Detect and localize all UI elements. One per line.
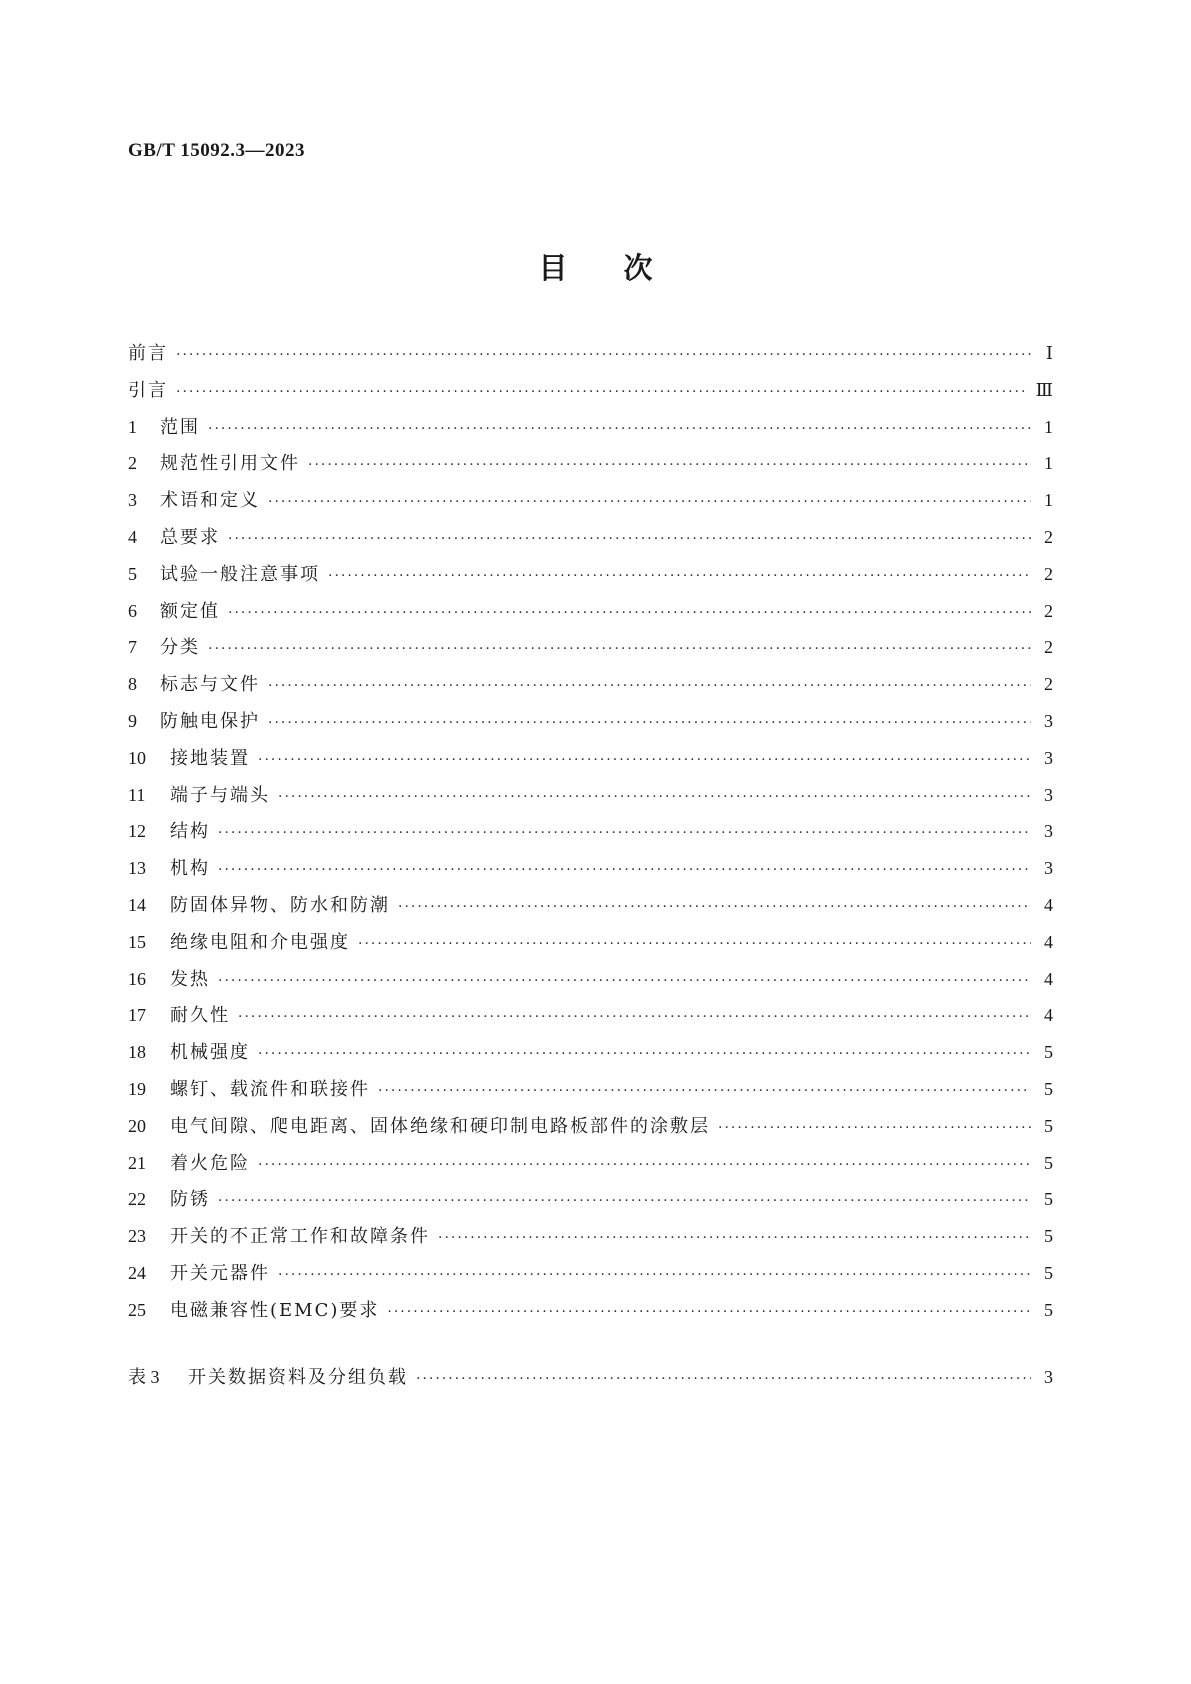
toc-entry[interactable] [128, 965, 1053, 1002]
entry-number: 3 [128, 490, 137, 511]
page-title: 目次 [538, 251, 709, 285]
entry-label: 前言 [128, 343, 168, 364]
dot-leader [218, 1193, 1031, 1209]
entry-page-number: 5 [1044, 1226, 1053, 1247]
dot-leader [218, 973, 1031, 989]
dot-leader [258, 1157, 1031, 1173]
entry-number: 18 [128, 1042, 146, 1063]
dot-leader [208, 421, 1031, 437]
dot-leader [438, 1230, 1031, 1246]
dot-leader [258, 752, 1031, 768]
entry-page-number: 5 [1044, 1152, 1053, 1173]
toc-entry[interactable] [128, 1259, 1053, 1296]
toc-entry[interactable] [128, 707, 1053, 744]
entry-number: 6 [128, 600, 137, 621]
entry-page-number: 1 [1044, 416, 1053, 437]
entry-page-number: 5 [1044, 1042, 1053, 1063]
dot-leader [416, 1371, 1031, 1387]
toc-entry[interactable] [128, 1038, 1053, 1075]
entry-label: 电气间隙、爬电距离、固体绝缘和硬印制电路板部件的涂敷层 [170, 1115, 710, 1137]
entry-number: 表 3 [128, 1366, 160, 1387]
toc-entry[interactable] [128, 1149, 1053, 1186]
entry-number: 23 [128, 1226, 146, 1247]
dot-leader [718, 1120, 1031, 1136]
entry-number: 15 [128, 931, 146, 952]
dot-leader [238, 1009, 1031, 1025]
entry-page-number: 4 [1044, 931, 1053, 952]
dot-leader [328, 568, 1031, 584]
toc-entry[interactable] [128, 449, 1053, 486]
toc-entry[interactable] [128, 1075, 1053, 1112]
entry-page-number: 1 [1044, 453, 1053, 474]
dot-leader [258, 1046, 1031, 1062]
table-list [128, 1363, 1053, 1400]
entry-number: 4 [128, 526, 137, 547]
toc-entry[interactable] [128, 633, 1053, 670]
toc-entry[interactable] [128, 1185, 1053, 1222]
entry-label: 额定值 [160, 600, 220, 622]
toc-list [128, 339, 1053, 1333]
entry-page-number: 2 [1044, 563, 1053, 584]
entry-number: 1 [128, 416, 137, 437]
entry-number: 20 [128, 1115, 146, 1136]
entry-label: 电磁兼容性(EMC)要求 [170, 1299, 380, 1321]
toc-entry[interactable] [128, 339, 1053, 376]
entry-label: 开关数据资料及分组负载 [188, 1366, 408, 1388]
toc-entry[interactable] [128, 486, 1053, 523]
entry-number: 22 [128, 1189, 146, 1210]
entry-number: 5 [128, 563, 137, 584]
entry-page-number: 5 [1044, 1299, 1053, 1320]
toc-entry[interactable] [128, 670, 1053, 707]
entry-label: 标志与文件 [160, 674, 260, 696]
entry-label: 端子与端头 [170, 784, 270, 806]
entry-page-number: 5 [1044, 1115, 1053, 1136]
entry-page-number: 3 [1044, 747, 1053, 768]
entry-number: 10 [128, 747, 146, 768]
entry-label: 防固体异物、防水和防潮 [170, 894, 390, 916]
standard-number: GB/T 15092.3—2023 [128, 140, 306, 161]
toc-entry[interactable] [128, 781, 1053, 818]
entry-number: 12 [128, 821, 146, 842]
table-entry[interactable] [128, 1363, 1053, 1400]
toc-entry[interactable] [128, 817, 1053, 854]
entry-page-number: 4 [1044, 894, 1053, 915]
dot-leader [176, 384, 1028, 400]
entry-number: 24 [128, 1262, 146, 1283]
entry-page-number: 2 [1044, 674, 1053, 695]
entry-label: 术语和定义 [160, 490, 260, 512]
toc-entry[interactable] [128, 1112, 1053, 1149]
entry-page-number: 1 [1044, 490, 1053, 511]
toc-entry[interactable] [128, 523, 1053, 560]
entry-label: 试验一般注意事项 [160, 563, 320, 585]
entry-label: 机械强度 [170, 1042, 250, 1064]
dot-leader [387, 1304, 1031, 1320]
entry-page-number: 5 [1044, 1262, 1053, 1283]
entry-page-number: 2 [1044, 600, 1053, 621]
dot-leader [268, 678, 1031, 694]
entry-label: 规范性引用文件 [160, 453, 300, 475]
toc-entry[interactable] [128, 1222, 1053, 1259]
entry-label: 总要求 [160, 526, 220, 548]
dot-leader [228, 531, 1031, 547]
entry-label: 绝缘电阻和介电强度 [170, 931, 350, 953]
entry-number: 19 [128, 1078, 146, 1099]
entry-page-number: Ⅰ [1045, 343, 1053, 363]
dot-leader [378, 1083, 1031, 1099]
entry-number: 7 [128, 637, 137, 658]
dot-leader [176, 347, 1031, 363]
entry-page-number: 2 [1044, 526, 1053, 547]
entry-label: 分类 [160, 637, 200, 659]
entry-number: 11 [128, 784, 146, 805]
entry-number: 25 [128, 1299, 146, 1320]
dot-leader [268, 715, 1031, 731]
entry-page-number: 5 [1044, 1078, 1053, 1099]
toc-spacer [128, 1333, 1053, 1363]
entry-label: 引言 [128, 379, 168, 401]
entry-number: 2 [128, 453, 137, 474]
toc-entry[interactable] [128, 1296, 1053, 1333]
entry-page-number: 3 [1044, 784, 1053, 805]
table-of-contents [128, 339, 1053, 1399]
entry-label: 着火危险 [170, 1152, 250, 1174]
entry-number: 16 [128, 968, 146, 989]
toc-entry[interactable] [128, 376, 1053, 413]
entry-page-number: 2 [1044, 637, 1053, 658]
entry-page-number: 3 [1044, 821, 1053, 842]
entry-label: 接地装置 [170, 747, 250, 769]
dot-leader [308, 457, 1031, 473]
entry-page-number: 3 [1044, 858, 1053, 879]
entry-label: 防锈 [170, 1189, 210, 1211]
dot-leader [268, 494, 1031, 510]
entry-number: 8 [128, 674, 137, 695]
entry-page-number: Ⅲ [1035, 379, 1053, 400]
entry-label: 发热 [170, 968, 210, 990]
entry-label: 耐久性 [170, 1005, 230, 1027]
entry-page-number: 5 [1044, 1189, 1053, 1210]
entry-label: 开关的不正常工作和故障条件 [170, 1226, 430, 1248]
entry-number: 9 [128, 710, 137, 731]
entry-label: 结构 [170, 821, 210, 843]
entry-number: 17 [128, 1005, 146, 1026]
toc-entry[interactable] [128, 928, 1053, 965]
dot-leader [208, 641, 1031, 657]
dot-leader [398, 899, 1031, 915]
entry-page-number: 3 [1044, 710, 1053, 731]
toc-entry[interactable] [128, 854, 1053, 891]
dot-leader [278, 789, 1031, 805]
entry-label: 防触电保护 [160, 710, 260, 732]
toc-entry[interactable] [128, 413, 1053, 450]
entry-page-number: 4 [1044, 1005, 1053, 1026]
entry-label: 范围 [160, 416, 200, 438]
dot-leader [218, 862, 1031, 878]
entry-number: 21 [128, 1152, 146, 1173]
dot-leader [278, 1267, 1031, 1283]
entry-label: 开关元器件 [170, 1262, 270, 1284]
toc-entry[interactable] [128, 560, 1053, 597]
entry-page-number: 4 [1044, 968, 1053, 989]
dot-leader [218, 825, 1031, 841]
entry-label: 螺钉、载流件和联接件 [170, 1078, 370, 1100]
entry-number: 13 [128, 858, 146, 879]
entry-page-number: 3 [1044, 1366, 1053, 1387]
entry-label: 机构 [170, 858, 210, 880]
toc-entry[interactable] [128, 597, 1053, 634]
entry-number: 14 [128, 894, 146, 915]
toc-entry[interactable] [128, 744, 1053, 781]
toc-entry[interactable] [128, 1001, 1053, 1038]
dot-leader [228, 605, 1031, 621]
dot-leader [358, 936, 1031, 952]
toc-entry[interactable] [128, 891, 1053, 928]
